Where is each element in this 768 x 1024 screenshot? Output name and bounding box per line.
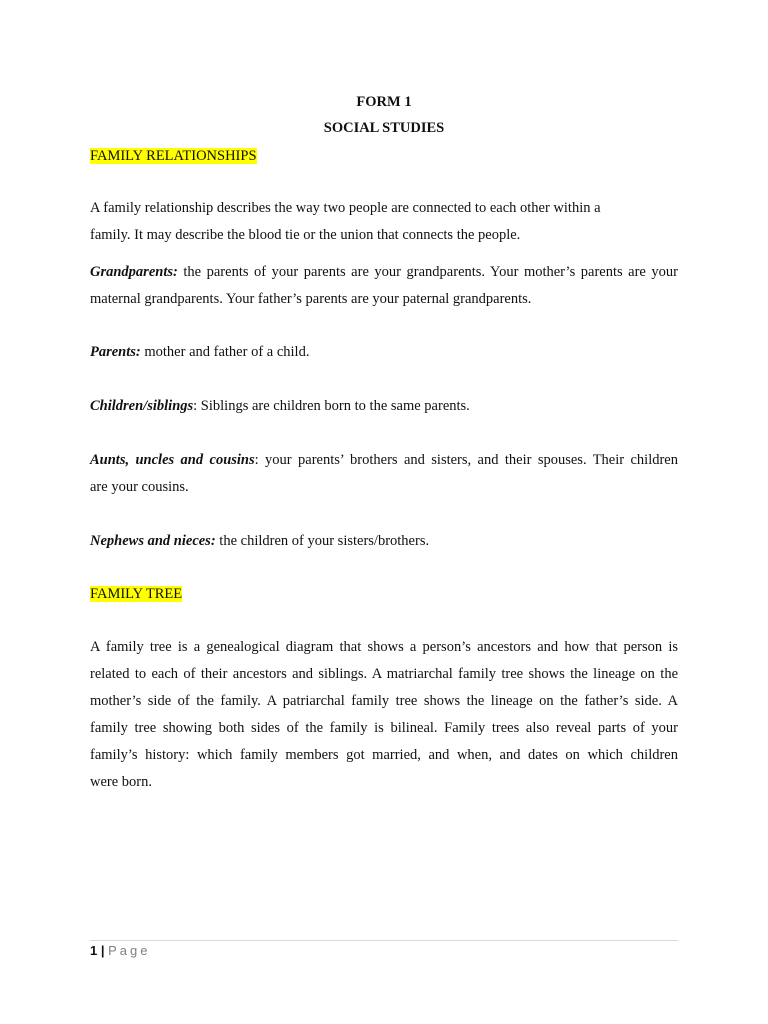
section-heading-family-tree [90, 584, 182, 604]
nephews-paragraph [90, 528, 678, 555]
section-heading-family-relationships [90, 146, 257, 166]
footer-divider [90, 940, 678, 941]
page-footer [90, 943, 150, 959]
intro-line-2: family. It may describe the blood tie or the union that connects the people. [90, 227, 521, 243]
footer-separator: | [97, 943, 109, 958]
aunts-line-1 [90, 447, 678, 474]
highlighted-heading-text: FAMILY RELATIONSHIPS [90, 148, 257, 164]
grandparents-text-2: maternal grandparents. Your father’s parents are your paternal grandparents. [90, 291, 532, 307]
page-label: Page [108, 943, 151, 958]
highlighted-heading-text: FAMILY TREE [90, 586, 183, 602]
tree-line-1: A family tree is a genealogical diagram that shows a person’s ancestors and how that person is [90, 639, 678, 655]
tree-line-5: family’s history: which family members got married, and when, and dates on which children [90, 747, 678, 763]
family-tree-paragraph [90, 634, 678, 796]
children-paragraph [90, 393, 678, 420]
parents-text: mother and father of a child. [140, 344, 310, 360]
tree-line-4: family tree showing both sides of the family is bilineal. Family trees also reveal parts of your [90, 720, 678, 736]
aunts-term: Aunts, uncles and cousins [90, 452, 255, 468]
nephews-term: Nephews and nieces: [90, 533, 216, 549]
grandparents-text-1: the parents of your parents are your grandparents. Your mother’s parents are your [177, 264, 678, 280]
page-number: 1 [90, 943, 98, 958]
parents-paragraph [90, 339, 678, 366]
grandparents-line-1 [90, 259, 678, 286]
tree-line-6: were born. [90, 774, 153, 790]
children-term: Children/siblings [90, 398, 194, 414]
aunts-paragraph [90, 447, 678, 501]
tree-line-2: related to each of their ancestors and siblings. A matriarchal family tree shows the lineage on the [90, 666, 678, 682]
intro-line-1: A family relationship describes the way two people are connected to each other within a [90, 200, 601, 216]
grandparents-paragraph [90, 259, 678, 313]
form-title: FORM 1 [356, 94, 412, 110]
document-page [90, 0, 678, 1024]
nephews-text: the children of your sisters/brothers. [215, 533, 430, 549]
subject-title: SOCIAL STUDIES [323, 120, 445, 136]
aunts-text-1: : your parents’ brothers and sisters, and their spouses. Their children [254, 452, 678, 468]
intro-paragraph [90, 195, 678, 249]
aunts-text-2: are your cousins. [90, 479, 189, 495]
grandparents-term: Grandparents: [90, 264, 178, 280]
children-text: : Siblings are children born to the same parents. [193, 398, 470, 414]
tree-line-3: mother’s side of the family. A patriarchal family tree shows the lineage on the father’s side. A [90, 693, 678, 709]
parents-term: Parents: [90, 344, 141, 360]
